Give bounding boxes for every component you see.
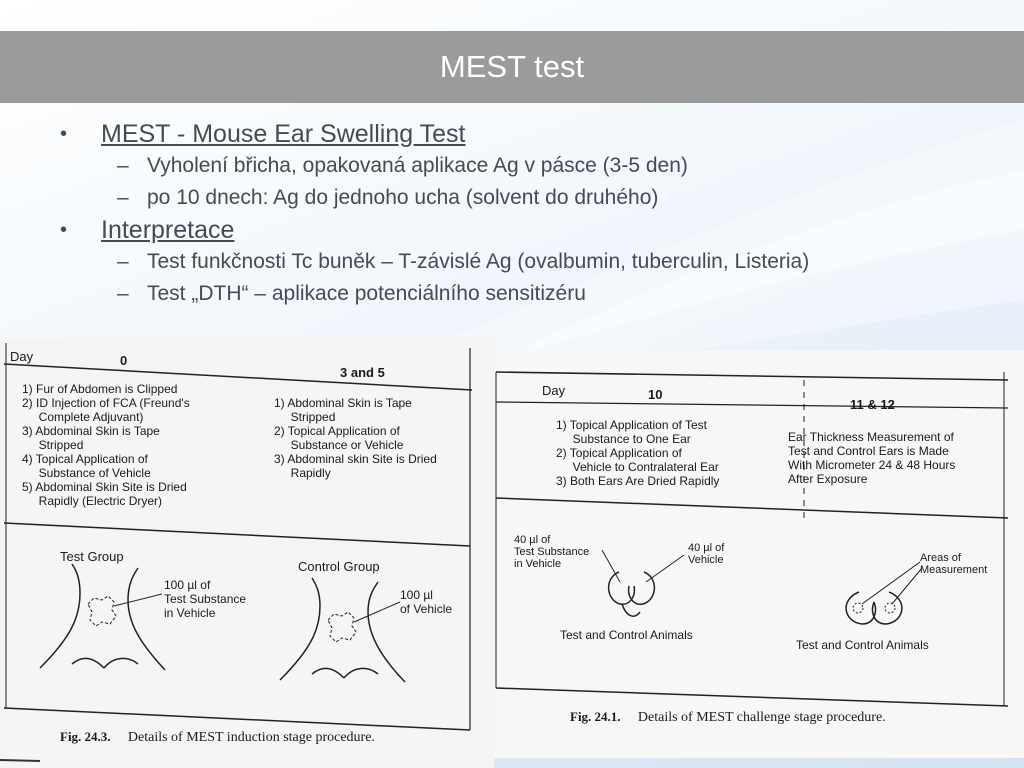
note-line: 100 µl bbox=[400, 588, 433, 602]
control-group-label: Control Group bbox=[298, 559, 380, 574]
test-control-animals-2: Test and Control Animals bbox=[796, 638, 929, 652]
dash-icon: – bbox=[117, 186, 129, 209]
areas-note bbox=[920, 552, 987, 576]
note-line: Areas of bbox=[920, 552, 961, 564]
step-line: Test and Control Ears is Made bbox=[788, 444, 949, 458]
bullet-item bbox=[60, 118, 1010, 150]
step-line: Rapidly bbox=[274, 466, 331, 480]
day-3-5-label: 3 and 5 bbox=[340, 365, 385, 380]
note-line: of Vehicle bbox=[400, 602, 453, 616]
sub-bullet-item bbox=[60, 182, 1010, 214]
step-line: 3) Both Ears Are Dried Rapidly bbox=[556, 474, 720, 488]
step-line: 4) Topical Application of bbox=[22, 452, 148, 466]
note-line: in Vehicle bbox=[164, 606, 216, 620]
step-line: Rapidly (Electric Dryer) bbox=[22, 494, 163, 508]
note-line: Test Substance bbox=[164, 592, 247, 606]
step-line: 3) Abdominal skin Site is Dried bbox=[274, 452, 437, 466]
caption-text: Details of MEST induction stage procedure. bbox=[127, 730, 375, 745]
sub-bullet-item bbox=[60, 150, 1010, 182]
sub-bullet-text: Test funkčnosti Tc buněk – T-závislé Ag (ovalbumin, tuberculin, Listeria) bbox=[147, 250, 810, 273]
figure-induction-scan bbox=[0, 338, 494, 768]
step-line: Stripped bbox=[22, 438, 84, 452]
steps-day10 bbox=[556, 418, 796, 488]
slide-title: MEST test bbox=[439, 49, 585, 84]
bullet-link-interpretace[interactable]: Interpretace bbox=[101, 216, 235, 244]
sub-bullet-item bbox=[60, 246, 1010, 278]
bullet-item bbox=[60, 214, 1010, 246]
step-line: Substance or Vehicle bbox=[274, 438, 404, 452]
caption-text: Details of MEST challenge stage procedure. bbox=[637, 710, 886, 725]
note-line: Vehicle bbox=[688, 554, 724, 566]
step-line: Complete Adjuvant) bbox=[22, 410, 144, 424]
title-bar bbox=[0, 31, 1024, 103]
steps-day35 bbox=[274, 396, 474, 480]
dash-icon: – bbox=[117, 154, 129, 177]
note-line: 40 µl of bbox=[688, 542, 725, 554]
note-line: Measurement bbox=[920, 564, 988, 576]
bullet-list bbox=[60, 118, 1010, 310]
day-0-label: 0 bbox=[120, 353, 128, 368]
step-line: After Exposure bbox=[788, 472, 868, 486]
steps-day11-12 bbox=[788, 430, 988, 486]
figure-right-caption bbox=[570, 710, 886, 725]
step-line: 2) Topical Application of bbox=[274, 424, 400, 438]
note-line: 100 µl of bbox=[164, 578, 211, 592]
caption-number: Fig. 24.3. bbox=[60, 729, 111, 744]
caption-number: Fig. 24.1. bbox=[570, 709, 621, 724]
figure-left-caption bbox=[60, 730, 375, 745]
step-line: 1) Topical Application of Test bbox=[556, 418, 707, 432]
sub-bullet-text: po 10 dnech: Ag do jednoho ucha (solvent do druhého) bbox=[147, 186, 659, 209]
step-line: 3) Abdominal Skin is Tape bbox=[22, 424, 160, 438]
step-line: Substance of Vehicle bbox=[22, 466, 151, 480]
day-11-12-label: 11 & 12 bbox=[850, 397, 895, 412]
day-label: Day bbox=[10, 349, 34, 364]
bullet-link-mest[interactable]: MEST - Mouse Ear Swelling Test bbox=[101, 120, 466, 148]
sub-bullet-item bbox=[60, 278, 1010, 310]
step-line: Substance to One Ear bbox=[556, 432, 691, 446]
step-line: Ear Thickness Measurement of bbox=[788, 430, 954, 444]
day-10-label: 10 bbox=[648, 387, 663, 402]
step-line: 1) Abdominal Skin is Tape bbox=[274, 396, 412, 410]
note-line: in Vehicle bbox=[514, 558, 562, 570]
right-ear-note bbox=[688, 542, 724, 566]
note-line: 40 µl of bbox=[514, 534, 551, 546]
bullet-dot-icon: • bbox=[60, 219, 68, 241]
day-label-right: Day bbox=[542, 383, 566, 398]
test-group-label: Test Group bbox=[60, 549, 124, 564]
step-line: 1) Fur of Abdomen is Clipped bbox=[22, 382, 178, 396]
steps-day0 bbox=[22, 382, 252, 508]
left-ear-note bbox=[514, 534, 589, 570]
test-control-animals-1: Test and Control Animals bbox=[560, 628, 693, 642]
bullet-dot-icon: • bbox=[60, 123, 68, 145]
dash-icon: – bbox=[117, 282, 129, 305]
step-line: 5) Abdominal Skin Site is Dried bbox=[22, 480, 187, 494]
test-note bbox=[164, 578, 246, 620]
step-line: 2) ID Injection of FCA (Freund's bbox=[22, 396, 190, 410]
step-line: Vehicle to Contralateral Ear bbox=[556, 460, 719, 474]
note-line: Test Substance bbox=[514, 546, 590, 558]
step-line: 2) Topical Application of bbox=[556, 446, 682, 460]
control-note bbox=[400, 588, 452, 616]
dash-icon: – bbox=[117, 250, 129, 273]
step-line: Stripped bbox=[274, 410, 336, 424]
figure-challenge-scan bbox=[494, 350, 1024, 758]
sub-bullet-text: Test „DTH“ – aplikace potenciálního sensitizéru bbox=[147, 282, 586, 305]
step-line: With Micrometer 24 & 48 Hours bbox=[788, 458, 956, 472]
sub-bullet-text: Vyholení břicha, opakovaná aplikace Ag v pásce (3-5 den) bbox=[147, 154, 688, 177]
